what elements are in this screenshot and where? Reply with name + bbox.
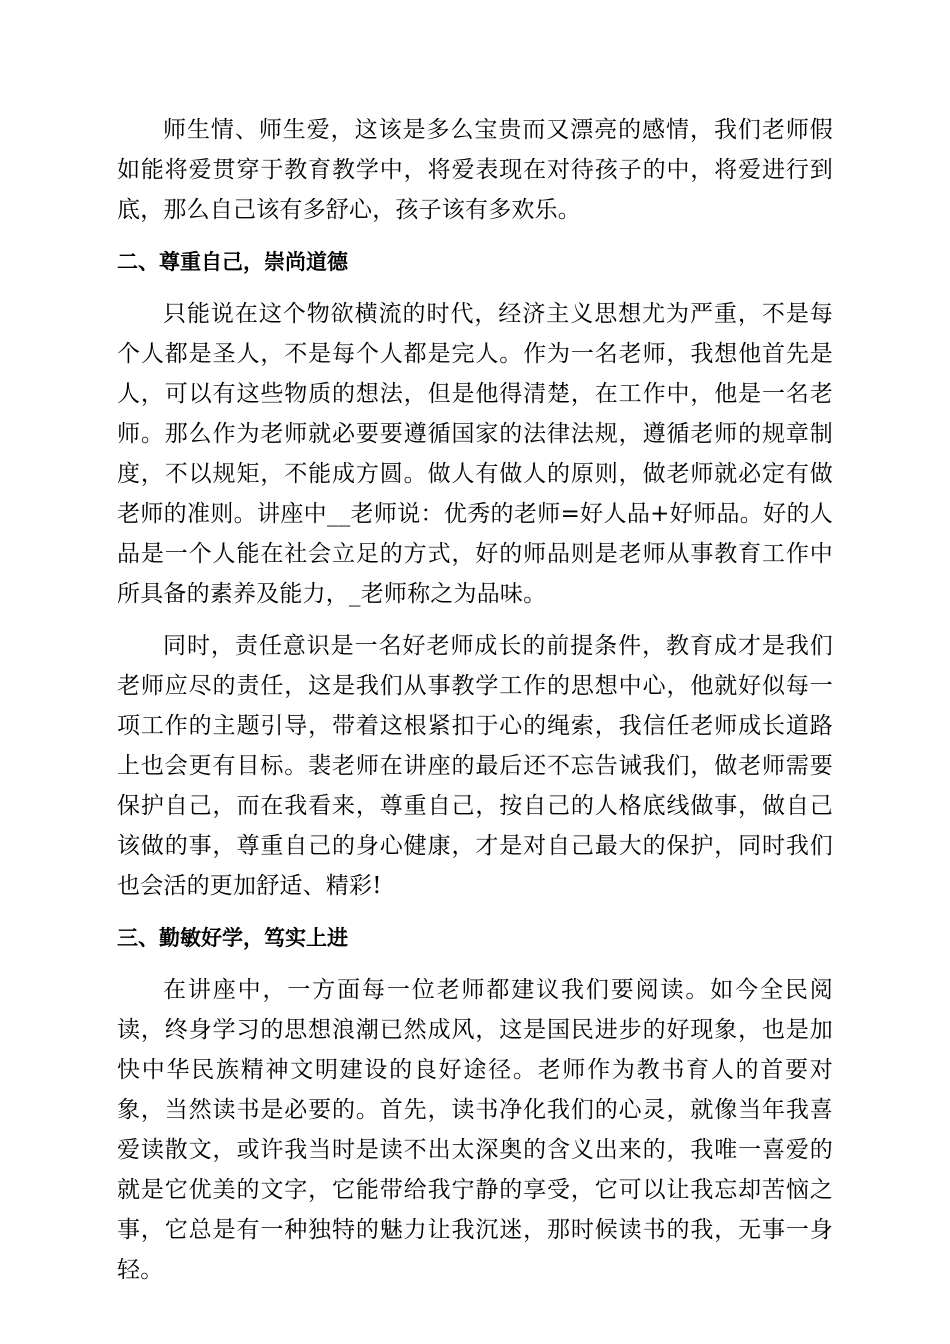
paragraph-reading: 在讲座中，一方面每一位老师都建议我们要阅读。如今全民阅读，终身学习的思想浪潮已然成风，这是国民进步的好现象，也是加快中华民族精神文明建设的良好途径。老师作为教书育人的首要对象，当然读书是必要的。首先，读书净化我们的心灵，就像当年我喜爱读散文，或许我当时是读不出太深奥的含义出来的，我唯一喜爱的就是它优美的文字，它能带给我宁静的享受，它可以让我忘却苦恼之事，它总是有一种独特的魅力让我沉迷，那时候读书的我，无事一身轻。	[117, 977, 833, 1283]
document-page	[117, 110, 833, 1290]
paragraph-teacher-love: 师生情、师生爱，这该是多么宝贵而又漂亮的感情，我们老师假如能将爱贯穿于教育教学中，将爱表现在对待孩子的中，将爱进行到底，那么自己该有多舒心，孩子该有多欢乐。	[117, 117, 833, 223]
paragraph-responsibility: 同时，责任意识是一名好老师成长的前提条件，教育成才是我们老师应尽的责任，这是我们从事教学工作的思想中心，他就好似每一项工作的主题引导，带着这根紧扣于心的绳索，我信任老师成长道路上也会更有目标。裴老师在讲座的最后还不忘告诫我们，做老师需要保护自己，而在我看来，尊重自己，按自己的人格底线做事，做自己该做的事，尊重自己的身心健康，才是对自己最大的保护，同时我们也会活的更加舒适、精彩!	[117, 633, 833, 899]
section-heading-respect-self: 二、尊重自己，崇尚道德	[117, 250, 348, 274]
paragraph-morality: 只能说在这个物欲横流的时代，经济主义思想尤为严重，不是每个人都是圣人，不是每个人都是完人。作为一名老师，我想他首先是人，可以有这些物质的想法，但是他得清楚，在工作中，他是一名老师。那么作为老师就必要要遵循国家的法律法规，遵循老师的规章制度，不以规矩，不能成方圆。做人有做人的原则，做老师就必定有做老师的准则。讲座中__老师说：优秀的老师=好人品+好师品。好的人品是一个人能在社会立足的方式，好的师品则是老师从事教育工作中所具备的素养及能力，_老师称之为品味。	[117, 301, 833, 607]
section-heading-diligent-study: 三、勤敏好学，笃实上进	[117, 926, 348, 950]
